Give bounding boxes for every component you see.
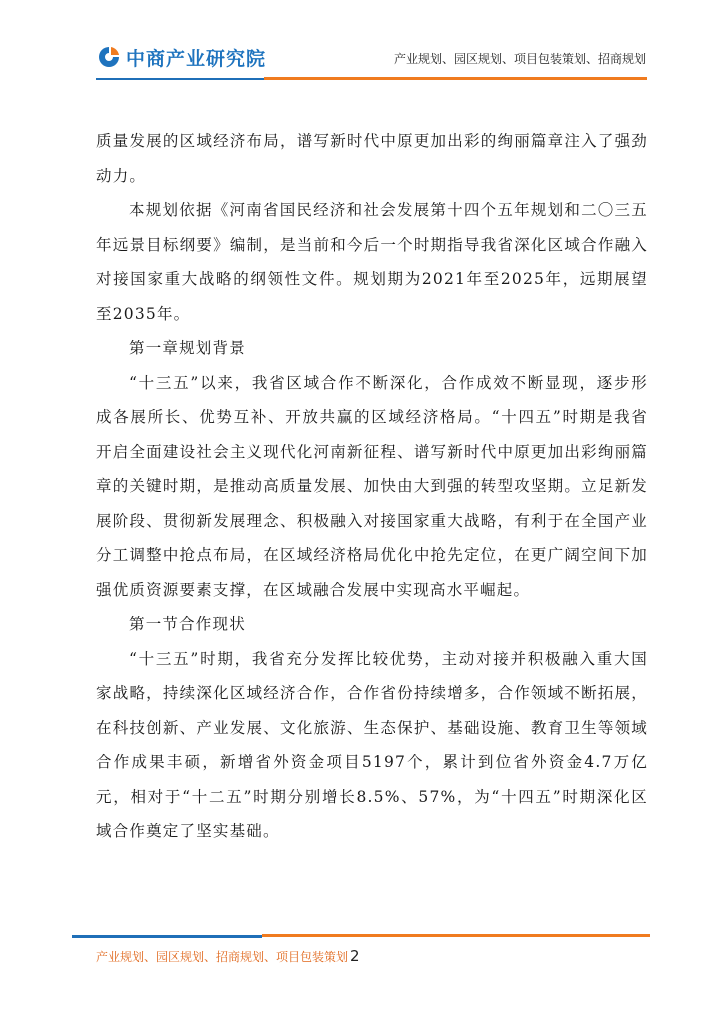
- chapter-heading: 第一章规划背景: [129, 339, 246, 357]
- paragraph-continuation: 质量发展的区域经济布局，谱写新时代中原更加出彩的绚丽篇章注入了强劲动力。: [96, 132, 648, 185]
- header-divider-blue: [96, 78, 264, 80]
- company-logo: [96, 42, 266, 72]
- footer-divider-orange: [262, 934, 650, 937]
- paragraph-background: “十三五”以来，我省区域合作不断深化，合作成效不断显现，逐步形成各展所长、优势互补、开放共赢的区域经济格局。“十四五”时期是我省开启全面建设社会主义现代化河南新征程、谱写新时代中原更加出彩绚丽篇章的关键时期，是推动高质量发展、加快由大到强的转型攻坚期。立足新发展阶段、贯彻新发展理念、积极融入对接国家重大战略，有利于在全国产业分工调整中抢点布局，在区域经济格局优化中抢先定位，在更广阔空间下加强优质资源要素支撑，在区域融合发展中实现高水平崛起。: [96, 373, 648, 599]
- document-body: [96, 124, 648, 849]
- header-divider-orange: [264, 77, 647, 80]
- header-tagline: 产业规划、园区规划、项目包装策划、招商规划: [393, 52, 646, 66]
- logo-mark-icon: [96, 44, 122, 70]
- logo-text: 中商产业研究院: [126, 47, 267, 70]
- footer-divider-blue: [72, 935, 262, 938]
- footer-tagline: 产业规划、园区规划、招商规划、项目包装策划: [96, 950, 349, 964]
- section-heading: 第一节合作现状: [129, 615, 246, 633]
- page-header: [0, 0, 724, 90]
- paragraph-current-status: “十三五”时期，我省充分发挥比较优势，主动对接并积极融入重大国家战略，持续深化区域经济合作，合作省份持续增多，合作领域不断拓展，在科技创新、产业发展、文化旅游、生态保护、基础设施、教育卫生等领域合作成果丰硕，新增省外资金项目5197个，累计到位省外资金4.7万亿元，相对于“十二五”时期分别增长8.5%、57%，为“十四五”时期深化区域合作奠定了坚实基础。: [96, 649, 648, 840]
- page-number: 2: [350, 947, 360, 965]
- paragraph-planning-basis: 本规划依据《河南省国民经济和社会发展第十四个五年规划和二〇三五年远景目标纲要》编制，是当前和今后一个时期指导我省深化区域合作融入对接国家重大战略的纲领性文件。规划期为2021年至2025年，远期展望至2035年。: [96, 201, 648, 323]
- page-footer: [96, 947, 360, 965]
